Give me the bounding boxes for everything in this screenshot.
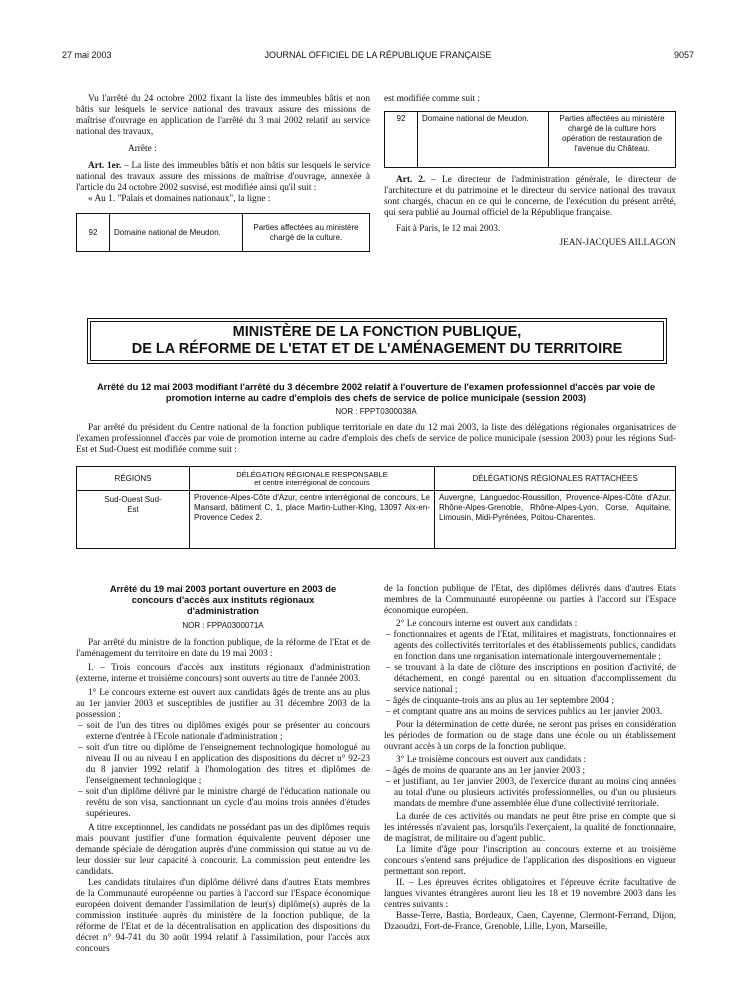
list-item: – âgés de cinquante-trois ans au plus au 1er septembre 2004 ; <box>386 696 614 706</box>
paragraph: 1° Le concours externe est ouvert aux candidats âgés de trente ans au plus au 1er janvier 2003 et susceptibles de justifier au 31 décembre 2003 de la possession : <box>76 688 370 720</box>
paragraph: Pour la détermination de cette durée, ne seront pas prises en considération les périodes de formation ou de stage dans une école ou un établissement ouvrant accès à un corps de la fonction publique. <box>384 720 676 752</box>
list-item: – soit d'un titre ou diplôme de l'enseignement technologique homologué au niveau II ou au niveau I en application des dispositions du décret n° 92-23 du 8 janvier 1992 relatif à l'homologation des titres et diplômes de l'enseignement technologique ; <box>78 743 370 786</box>
table-cell: Provence-Alpes-Côte d'Azur, centre interrégional de concours, Le Mansard, bâtiment C, 1, place Martin-Luther-King, 13097 Aix-en-Provence Cedex 2. <box>190 491 435 549</box>
table-cell: Auvergne, Languedoc-Roussillon, Provence-Alpes-Côte d'Azur, Rhône-Alpes-Grenoble, Rhône-Alpes-Lyon, Corse, Aquitaine, Limousin, Midi-Pyrénées, Poitou-Charentes. <box>435 491 676 549</box>
list-item: – soit d'un diplôme délivré par le ministre chargé de l'éducation nationale ou revêtu de son visa, sanctionnant un cycle d'au moins trois années d'études supérieures. <box>78 787 370 819</box>
arrete-police-municipale <box>76 382 676 549</box>
paragraph: Par arrêté du président du Centre national de la fonction publique territoriale en date du 12 mai 2003, la liste des délégations régionales organisatrices de l'examen professionnel d'accès par voie de promotion interne au cadre d'emplois des chefs de service de police municipale (session 2003) pour les régions Sud-Est et Sud-Ouest est modifiée comme suit : <box>76 423 676 455</box>
paragraph: 3° Le troisième concours est ouvert aux candidats : <box>396 755 587 765</box>
paragraph: A titre exceptionnel, les candidats ne possédant pas un des diplômes requis mais pouvant justifier d'une formation équivalente peuvent déposer une demande spéciale de dérogation auprès d'une commission qui statue au vu de leur dossier sur leur capacité à concourir. La commission peut entendre les candidats. <box>76 823 370 877</box>
header-page-number: 9057 <box>673 50 694 60</box>
paragraph: Les candidats titulaires d'un diplôme délivré dans d'autres Etats membres de la Communauté européenne ou parties à l'accord sur l'Espace économique européen doivent demander l'assimilation de leur(s) diplôme(s) auprès de la commission instituée auprès du ministère de la fonction publique, de la réforme de l'Etat et de la décentralisation en application des dispositions du décret n° 94-741 du 30 août 1994 relatif à l'assimilation, pour l'accès aux concours <box>76 878 370 954</box>
article-2: Art. 2. – Le directeur de l'administration générale, le directeur de l'architecture et du patrimoine et le directeur du service national des travaux sont chargés, chacun en ce qui le concerne, de l'exécution du présent arrêté, qui sera publié au Journal officiel de la République française. <box>384 175 676 218</box>
col-header-regions: RÉGIONS <box>77 467 190 491</box>
signature-place-date: Fait à Paris, le 12 mai 2003. <box>396 224 501 234</box>
ministry-title-line2: DE LA RÉFORME DE L'ETAT ET DE L'AMÉNAGEMENT DU TERRITOIRE <box>131 341 623 357</box>
paragraph: « Au 1. "Palais et domaines nationaux", la ligne : <box>88 194 271 204</box>
arrete-title: Arrêté du 19 mai 2003 portant ouverture en 2003 de concours d'accès aux instituts régionaux d'administration <box>109 584 337 616</box>
header-date: 27 mai 2003 <box>62 50 112 60</box>
arrete-label: Arrête : <box>128 144 157 154</box>
col-header-rattachees: DÉLÉGATIONS RÉGIONALES RATTACHÉES <box>435 467 676 491</box>
paragraph: de la fonction publique de l'Etat, des diplômes délivrés dans d'autres Etats membres de la Communauté européenne ou parties à l'accord sur l'Espace économique européen. <box>384 584 676 616</box>
paragraph: Vu l'arrêté du 24 octobre 2002 fixant la liste des immeubles bâtis et non bâtis sur lesquels le service national des travaux assure des missions de maîtrise d'ouvrage en application de l'arrêté du 3 mai 2002 relatif au service national des travaux, <box>76 94 370 137</box>
ministry-title-line1: MINISTÈRE DE LA FONCTION PUBLIQUE, <box>232 324 522 340</box>
arrete-ira-right <box>384 584 676 933</box>
signature: JEAN-JACQUES AILLAGON <box>559 238 676 248</box>
paragraph: 2° Le concours interne est ouvert aux candidats : <box>396 619 578 629</box>
list-item: – soit de l'un des titres ou diplômes exigés pour se présenter au concours externe d'entrée à l'Ecole nationale d'administration ; <box>78 721 370 742</box>
article-1: Art. 1er. – La liste des immeubles bâtis et non bâtis sur lesquels le service national des travaux assure des missions de maîtrise d'ouvrage, annexée à l'article du 24 octobre 2002 susvisé, est modifiée ainsi qu'il suit : <box>76 161 370 193</box>
culture-decree-left <box>76 94 370 252</box>
header-journal: JOURNAL OFFICIEL DE LA RÉPUBLIQUE FRANÇAISE <box>264 50 492 60</box>
paragraph: Basse-Terre, Bastia, Bordeaux, Caen, Cayenne, Clermont-Ferrand, Dijon, Dzaoudzi, Fort-de-France, Grenoble, Lille, Lyon, Marseille, <box>384 911 676 932</box>
list-item: – âgés de moins de quarante ans au 1er janvier 2003 ; <box>386 766 586 776</box>
nor-reference: NOR : FPPA0300071A <box>182 621 264 630</box>
meudon-table-old: 92 Domaine national de Meudon. Parties affectées au ministère chargé de la culture. <box>76 213 370 252</box>
paragraph: est modifiée comme suit : <box>384 94 481 104</box>
paragraph: La limite d'âge pour l'inscription au concours externe et au troisième concours s'entend sans préjudice de l'application des dispositions en vigueur permettant son report. <box>384 845 676 877</box>
col-header-delegation: DÉLÉGATION RÉGIONALE RESPONSABLE et centre interrégional de concours <box>190 467 435 491</box>
table-cell: Sud-Ouest Sud-Est <box>77 491 190 549</box>
paragraph: La durée de ces activités ou mandats ne peut être prise en compte que si les intéressés n'avaient pas, lorsqu'ils l'exerçaient, la qualité de fonctionnaire, de magistrat, de militaire ou d'agent public. <box>384 812 676 844</box>
culture-decree-right <box>384 94 676 249</box>
arrete-title: Arrêté du 12 mai 2003 modifiant l'arrêté du 3 décembre 2002 relatif à l'ouverture de l'examen professionnel d'accès par voie de promotion interne au cadre d'emplois des chefs de service de police municipale (session 2003) <box>96 382 656 403</box>
paragraph: I. – Trois concours d'accès aux instituts régionaux d'administration (externe, interne et troisième concours) sont ouverts au titre de l'année 2003. <box>76 663 370 684</box>
list-item: – et comptant quatre ans au moins de services publics au 1er janvier 2003. <box>386 707 663 717</box>
list-item: – fonctionnaires et agents de l'Etat, militaires et magistrats, fonctionnaires et agents des collectivités territoriales et des établissements publics, candidats en fonction dans une organisation internationale intergouvernementale ; <box>386 630 676 662</box>
meudon-table-new: 92 Domaine national de Meudon. Parties affectées au ministère chargé de la culture hors opération de restauration de l'avenue du Château. <box>384 111 676 168</box>
ministry-box <box>87 318 667 364</box>
delegations-table <box>76 466 676 549</box>
list-item: – et justifiant, au 1er janvier 2003, de l'exercice durant au moins cinq années au total d'une ou plusieurs activités professionnelles, ou d'un ou plusieurs mandats de membre d'une assemblée élue d'une collectivité territoriale. <box>386 777 676 809</box>
paragraph: Par arrêté du ministre de la fonction publique, de la réforme de l'Etat et de l'aménagement du territoire en date du 19 mai 2003 : <box>76 638 370 659</box>
list-item: – se trouvant à la date de clôture des inscriptions en position d'activité, de détachement, en congé parental ou en situation d'accomplissement du service national ; <box>386 663 676 695</box>
nor-reference: NOR : FPPT0300038A <box>335 407 417 416</box>
arrete-ira-left <box>76 584 370 955</box>
paragraph: II. – Les épreuves écrites obligatoires et l'épreuve écrite facultative de langues vivantes étrangères auront lieu les 18 et 19 novembre 2003 dans les centres suivants : <box>384 878 676 910</box>
